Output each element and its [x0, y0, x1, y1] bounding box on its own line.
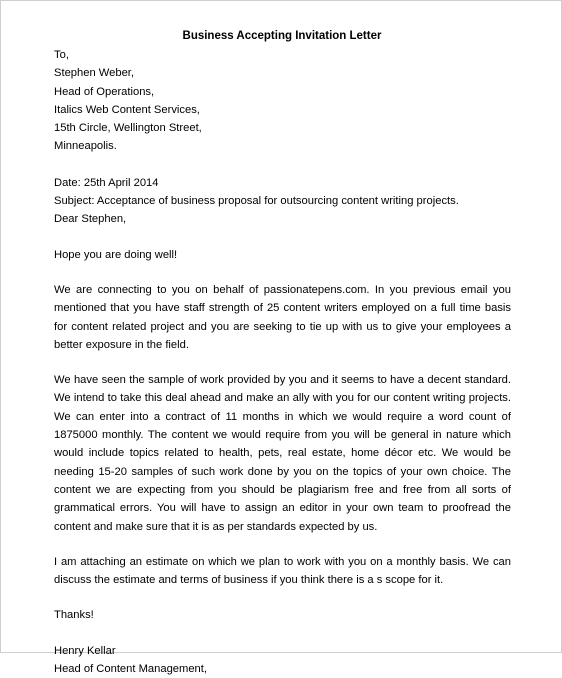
recipient-to: To,: [54, 49, 69, 61]
letter-title: Business Accepting Invitation Letter: [182, 30, 382, 42]
letter-date: Date: 25th April 2014: [54, 176, 159, 189]
recipient-block: [54, 46, 511, 156]
signature-position: Head of Content Management,: [54, 663, 207, 676]
recipient-name: Stephen Weber,: [54, 67, 135, 80]
letter-paragraph-2: We have seen the sample of work provided by you and it seems to have a decent standard. We intend to take this deal ahead and make an ally with you for our content writing projects. We can enter into a contract of 11 months in which we would require a word count of 1875000 monthly. The content we would require from you will be general in nature which would include topics related to health, pets, real estate, home décor etc. We would be needing 15-20 samples of such work done by you on the topics of your own choice. The content we are expecting from you should be plagiarism free and free from all sorts of grammatical errors. You will have to assign an editor in your own team to proofread the content and make sure that it is as per standards expected by us.: [54, 374, 511, 533]
recipient-position: Head of Operations,: [54, 85, 155, 98]
letter-body: [54, 46, 511, 678]
letter-subject: Subject: Acceptance of business proposal for outsourcing content writing projects.: [54, 195, 459, 208]
signature-name: Henry Kellar: [54, 644, 116, 657]
recipient-company: Italics Web Content Services,: [54, 103, 200, 116]
signature-block: [54, 642, 511, 678]
letter-closing: Thanks!: [54, 609, 94, 622]
letter-paragraph-3: I am attaching an estimate on which we plan to work with you on a monthly basis. We can discuss the estimate and terms of business if you think there is a s scope for it.: [54, 555, 511, 587]
letter-meta: [54, 174, 511, 229]
recipient-street: 15th Circle, Wellington Street,: [54, 122, 202, 135]
recipient-city: Minneapolis.: [54, 140, 117, 153]
letter-paragraph-1: We are connecting to you on behalf of passionatepens.com. In you previous email you mentioned that you have staff strength of 25 content writers employed on a full time basis for content related project and you are seeking to tie up with us to give your employees a better exposure in the field.: [54, 283, 511, 351]
letter-salutation: Dear Stephen,: [54, 213, 127, 226]
letter-greeting: Hope you are doing well!: [54, 248, 178, 261]
